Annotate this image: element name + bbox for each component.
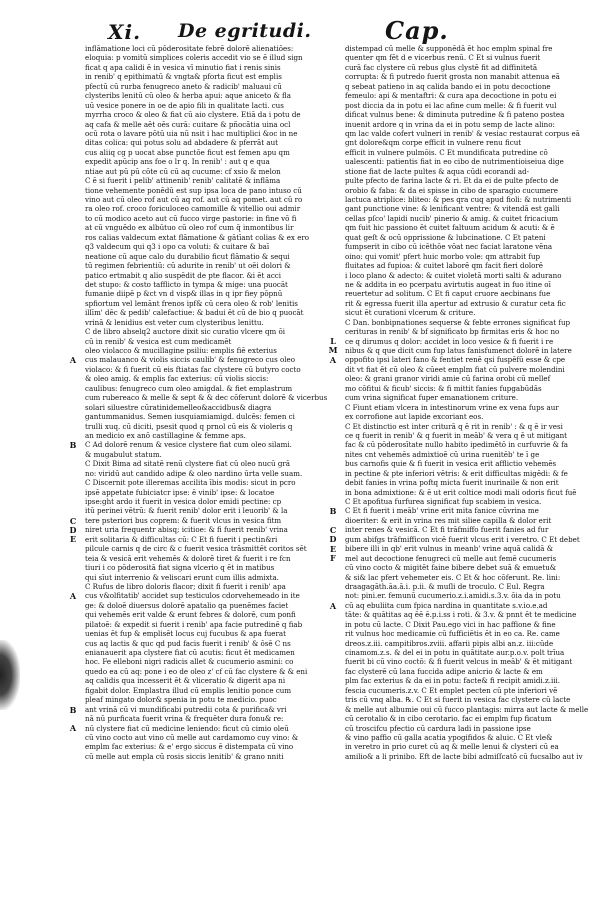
left-column-line: vino aut cū oleo rof aut cū aq rof. aut cū aq pomet. aut cū ro <box>85 195 303 204</box>
right-column-line: stione fiat de lacte pultes & aqua cūdi ecorandi ad- <box>345 166 530 176</box>
right-column-line: not: pini.er. femunū cucumerio.z.i.amidi.s.3.v. ōia da in potu <box>345 591 561 601</box>
right-column-line: cū aq ebuliita cum fpica nardina in quantitate s.v.io.e.ad <box>345 600 548 610</box>
right-column-line: inter renes & vesicā. C Et fi trāfmiffo fuerit fanies ad fur <box>345 525 549 535</box>
right-column-line: plm fac exterius & da ei in potu: facte& fi recipit amidi.z.iii. <box>345 676 561 686</box>
right-column-line: rit & egressa fuerit illa apertur ad extrusio & curatur ceta fic <box>345 298 566 308</box>
left-column-line: & oleo amig. & emplis fac exterius: cū violis siccis: <box>85 374 269 384</box>
left-column-line: tiuri i co pōderositā fiat signa vlcerio q ēt in matibus <box>85 563 275 573</box>
right-column-line: oleo: & grani granor viridi amie cū farina orobi cū mellef <box>345 374 551 384</box>
right-column-line: distempad cū melle & supponēdā ēt hoc emplm spinal fre <box>345 44 553 53</box>
margin-section-letter: D <box>329 534 337 545</box>
right-column-line: nibus & q que dicit cum fup latus fanisfumenct dolorē in latere <box>345 346 572 355</box>
left-text-column <box>85 44 328 761</box>
left-column-line: tū regimen febrientiū: cū adurite in renib' ut oēi dolori & <box>85 261 291 271</box>
left-column-line: ipsē appetate fubiciatcr ipse: ē vinib' ipse: & locatoe <box>85 487 275 497</box>
right-column-line: cū cerotalio & in cibo cerotario. fac ei emplm fup ficatum <box>345 714 552 724</box>
margin-section-letter: A <box>329 354 337 365</box>
left-column-line: tione vehemente ponēdū est sup ipsa loca de pano intuso cū <box>85 185 302 195</box>
left-column-line: uenias ēt fup & emplisēt locus cuj fucubus & apa fuerat <box>85 629 286 639</box>
left-column-line: emplm fac exterius: & e' ergo siccus ē distempata cū vino <box>85 742 294 752</box>
right-column-line: cinamom.z.s. & del ei in potu in quātitate aur.p.o.v. polt trīua <box>345 648 565 657</box>
left-column-line: in renib' q epithimatū & vngta& pforta ficut est emplis <box>85 72 282 82</box>
right-column-line: q sebeat patieno in aq calida bando ei in potu decoctione <box>345 81 551 91</box>
margin-section-letter: E <box>329 543 337 554</box>
left-column-line: C de libro abselq2 auctore dixit sic curatio vlcere qm ōi <box>85 327 286 337</box>
margin-section-letter: A <box>69 591 77 602</box>
margin-section-letter: L <box>330 335 336 346</box>
margin-section-letter: D <box>69 524 77 535</box>
right-column-line: quenter qm fēt d e vicerbus renū. C Et si vulnus fuerit <box>345 53 541 63</box>
right-column-line: debit fanies in vrina poftq micta fuerit inurinaile & non erit <box>345 478 559 488</box>
right-column-line: in potu cū lacte. C Dixit Pau.ego vici in hac paffione & fine <box>345 619 556 629</box>
left-column-line: qui sīut interrenio & veliscari erunt cum illis admixta. <box>85 572 279 582</box>
right-column-line: in bona admixtione: & ē ut erit coltice modi mali odoris ficut fuē <box>345 487 577 497</box>
right-column-line: ne & addita in eo pcerpatu avirtutis augeat in fuo itine oī <box>345 279 551 289</box>
left-column-line: pilatoē: & expedit si fuerit i renib' apa facie putredinē q fiab <box>85 619 303 629</box>
right-column-line: C Et fi fuerit i meāb' vrine erit mita fanice cūvrina me <box>345 506 539 516</box>
left-column-line: eloquia: p vomitū simplices coleris accedit vio se ē illud sign <box>85 53 303 63</box>
left-column-line: qui vehemēs erit valde & erunt febres & dolorē, cum ponfi <box>85 610 296 620</box>
left-column-line: teia & vesicā erit vehemēs & dolorē tiret & fuerit i re fcn <box>85 553 291 563</box>
left-column-line: pilcule carnis q de circ & c fuerit vesica trāsmittēt coritos sēt <box>85 544 307 554</box>
left-column-line: ipse:ght ardo it fuerit in vesica dolor emidi pectine: cp <box>85 497 282 506</box>
right-column-line: mo cōfitui & ficub' siccis: & fi mittit fanies fupgabūdās <box>345 383 542 393</box>
right-column-line: inuenit ardore q in vrina da ei in potu semp de lacte alino: <box>345 119 555 129</box>
right-column-line: draagagāth.āa.ā.i. p.ii. & muſli de troculo. C Eul. Regra <box>345 581 545 591</box>
left-column-line: itū perinei vētrū: & fuerit renib' dolor erit i leuorib' & la <box>85 506 288 516</box>
left-column-line: trulli xuq. cū diciti, psesit quod q prnol cū eis & violeris q <box>85 421 293 431</box>
right-text-column <box>345 44 589 761</box>
right-column-line: orobio & faba: & da ei spisse in cibo de sparagio cucumere <box>345 185 558 195</box>
right-column-line: i loco plano & adecto: & cuitet violetā morti salti & adurano <box>345 270 562 280</box>
right-column-line: fuerit bi cū vino coctō: & fi fuerit velcus in meāb' & ēt mitigant <box>345 657 573 667</box>
running-title: De egritudi. <box>178 20 312 42</box>
left-column-line: gantummanidus. Semen iusquiamiamigd. dulcēs: femen ci <box>85 412 295 422</box>
right-column-line: amilio& a li prinibo. Eft de lacte bibi admiſſcatō cū fucsalbo aut iv <box>345 751 583 761</box>
right-column-line: lactuca atriplice: bliteo: & pes qra cuq apud fioli: & nutrimenti <box>345 195 572 204</box>
left-column-line: cum rubereaco & melle & sept & & dec cōferunt dolorē & vicerbus <box>85 393 328 403</box>
margin-section-letter: A <box>329 600 337 611</box>
right-column-line: bus carnofis quie & fi fuerit in vesica erit afflictio vehemēs <box>345 459 557 469</box>
left-column-line: ge: & doloē diuersus dolorē apatalio qa puenēmes faciet <box>85 600 289 610</box>
left-column-line: solari siluestre cūratinidemelleo&accidbus& diagra <box>85 402 272 412</box>
right-column-line: reuertetur ad solitum. C Et fi caput cruore aecbinans fue <box>345 289 551 299</box>
right-column-line: qm fuit hic passiono ēt cuitet faltuum acidum & acuti: & ē <box>345 223 555 233</box>
right-column-line: nites cnt vehemēs admixtioē cū urina ruenitēb' te ī ge <box>345 449 540 459</box>
right-column-line: & si& lac pfert vehemeter eis. C Et & hoc cōferunt. Re. lini: <box>345 572 561 582</box>
right-column-line: rit vulnus hoc medicamie cū fufficiētis ēt in eo ca. Re. came <box>345 629 560 639</box>
right-column-line: fac & cū pōderosītate nullo habito ipedimētō in curfuvrie & fa <box>345 440 569 450</box>
left-column-line: no: viridū aut candido adipe & oleo nardino ūrta velle suam. <box>85 468 303 478</box>
left-column-line: violaco: & fi fuerit cū eis ftiatas fac clystere cū butyro cocto <box>85 364 301 374</box>
margin-section-letter: C <box>69 515 77 526</box>
right-column-line: dit vt fiat ēt cū oleo & cūeet emplm fiat cū pulvere molendini <box>345 364 565 374</box>
left-column-line: hoc. Fe elleboni nigri radicis allet & cucumerio asmini: co <box>85 657 294 667</box>
right-column-line: tris cū vnq alba. ℞. C Et si fuerit in vesica fac clystere cū lacte <box>345 695 571 705</box>
right-column-line: gnt dolore&qm corpe efficit in vulnere renu ficut <box>345 138 522 148</box>
left-column-line: C Ad dolorē renum & vesice clystere fiat cum oleo silami. <box>85 440 292 450</box>
left-column-line: q3 valdecum qui q3 i opo ca voluti: & cuitare & baī <box>85 242 270 252</box>
right-column-line: corrupta: & fi putredo fuerit grosta non manabit attenua eā <box>345 72 560 82</box>
right-column-line: quat geſt & ocū opprissione & lubcinatione. C Et pateni <box>345 232 546 242</box>
left-column-line: patico ertmabit q alio suspēdit de pte flacor. &i ēt acci <box>85 270 282 280</box>
left-column-line: erit solitaria & difficultas cū: C Et fi fuerit i pectin&ri <box>85 534 278 544</box>
left-column-line: tere psteriori bus coprem: & fuerit vlcus in vesica fitm <box>85 515 282 525</box>
left-column-line: cū vino cocto aut vino cū melle aut cardamomo cuy vino: & <box>85 732 299 742</box>
left-column-line: niret uria frequentr abisq; icitioe: & fi fuerit renib' vrina <box>85 525 288 535</box>
right-column-line: ce q fuerit in renib' & q fuerit in meāb' & vera q ē ut mitigant <box>345 430 568 440</box>
right-column-line: dioeriter: & erit in vrina res mit siliee capilla & dolor erit <box>345 515 552 525</box>
left-column-line: enianauerit apa clystere fiat cū acutis: ficut ēt medicamen <box>85 648 295 657</box>
left-column-line: clysteribs lenitū cū oleo & herba apui: aque aniceto & fla <box>85 91 292 101</box>
left-column-line: cū melle aut empla cū rosis siccis lenitib' & grano nniti <box>85 751 284 761</box>
left-column-line: cus v&olfitatib' accidet sup testiculos cdorvehemeado in ite <box>85 591 300 601</box>
margin-section-letter: B <box>69 439 77 450</box>
left-column-line: caulibus: fenugreco cum oleo amigdal. & fiet emplastrum <box>85 383 293 393</box>
margin-section-letter: M <box>328 345 338 356</box>
left-column-line: ant vrinā cū vi mundificabi putredii cota & purifica& vri <box>85 704 287 714</box>
scan-shadow <box>0 640 20 710</box>
left-column-line: illīm' dēc & pedib' calefactiue: & badui ēt cū de bio q puocāt <box>85 308 304 318</box>
left-column-line: ficat q apa calidi ē in vesica vī minutio fiat i renis sinis <box>85 62 281 72</box>
right-column-line: cerituras in renib' & bf significato bp firmitas eris & hoc no <box>345 327 560 337</box>
right-column-line: ex corrofione aut lapide excoriant eos. <box>345 412 484 422</box>
right-column-line: C Et apofitua furfurea significat fup scabiem in vesica. <box>345 497 542 506</box>
left-column-line: det stupo: & costo tafflicto in tympa & mige: una puocāt <box>85 279 288 289</box>
margin-section-letter: E <box>69 534 77 545</box>
margin-section-letter: A <box>69 723 77 734</box>
margin-section-letter: C <box>329 524 337 535</box>
right-column-line: fumpserit in cibo cū icēthōe vōat nec faciat laratone vēna <box>345 242 553 252</box>
right-column-line: gant punctione vine: & lenificant ventre: & vitendā est galli <box>345 204 560 214</box>
right-column-line: tāte: & quātitas aq ēē ē.p.i.ss i roti. & 3.v. & pnnt ēt te medicine <box>345 610 577 620</box>
right-column-line: femeulo: api & mentaftri: & cura apa decoctione in potu ei <box>345 91 557 101</box>
right-column-line: pulte pfecto de farina lacte & ri. Et da ei de pulte pfecto de <box>345 176 559 186</box>
left-column-line: cū in renib' & vesica est cum medicamēt <box>85 336 232 346</box>
right-column-line: in veretro in prio curet cū aq & melle lenui & clysteri cū ea <box>345 742 559 752</box>
margin-section-letter: A <box>69 354 77 365</box>
left-column-line: C Rufus de libro doloris flacor; dixit fi fuerit i renib' apa <box>85 581 286 591</box>
left-column-line: oleo violacco & mucillagine psiliu: emplis fiē exterius <box>85 346 277 355</box>
right-column-line: cellas pſco' lapidi nucib' pinerio & amig. & cuitet fricacium <box>345 213 559 223</box>
left-column-line: aq cafa & melle aēt oēs curā: cuitare & pñocātia uina ocl <box>85 119 291 129</box>
right-column-line: post diccia da in potu ei lac afine cum melle: & fi fuerit vul <box>345 100 557 110</box>
left-column-line: aq calidis qua incesserit ēt & vliceratio & digerit apa ni <box>85 676 286 686</box>
left-column-line: cus aliiq cg p uocat abse punctōe ficut est femen apu qm <box>85 147 290 157</box>
left-column-line: myrrha croco & oleo & fiat cū aio clystere. Etiā da i potu de <box>85 110 301 120</box>
margin-section-letter: F <box>330 553 336 564</box>
right-column-line: fescia cucumeris.z.v. C Et emplet pecten cū pte inferiori vē <box>345 685 558 695</box>
left-column-line: nā nū purficata fuerit vrina & frequēter dura fonu& re: <box>85 714 284 724</box>
left-column-line: cus malauanco & violis siccis caulib' & fenugreco cus oleo <box>85 355 295 365</box>
left-column-line: C ē si fuerit i pelib' attinenib' renib' calitatē & inflāma <box>85 176 281 186</box>
left-column-line: ocū rota o lavare pōtū uia nū nsit i hac multiplici &oc in ne <box>85 128 298 138</box>
right-column-line: cū troscifcu pfectio cū cardura ladi in passione ipse <box>345 723 531 733</box>
right-column-line: dificat vulnus bene: & diminuta putredine & fi pateno postea <box>345 110 565 120</box>
left-column-line: spfiortum vel lemānt frenos ipf& cū cera oleo & rob' lenitis <box>85 298 298 308</box>
right-column-line: sicut ēt curationi vlcerum & criture. <box>345 308 476 318</box>
left-column-line: C Dixit Bima ad sitatē renū clystere fiat cū oleo nucū grā <box>85 459 291 469</box>
left-column-line: nū clystere fiat cū medicine leniendo: ficut cū cimio oleū <box>85 723 289 733</box>
left-column-line: inflāmatione loci cū pōderositate febrē dolorē alienatiōes: <box>85 44 294 53</box>
left-column-line: & mugabulut statum. <box>85 449 162 459</box>
right-column-line: gum abifgs trāfmifficon vicē fuerit vlcus erit i veretro. C Et debet <box>345 534 580 544</box>
folio-number: Xi. <box>108 20 142 44</box>
right-column-line: oppofito ipsi lateri fano & fentiet renē qsi fuspēfū esse & cpe <box>345 355 566 365</box>
right-column-line: & melle aut albumie oui cū fucco plantagis: mirra aut lacte & melle <box>345 704 589 714</box>
right-column-line: bibere illi in qb' erit vulnus in meanb' vrine aquā calidā & <box>345 544 554 554</box>
left-column-line: neatione cū aque calo du durabilio ficut flāmatio & sequi <box>85 251 290 261</box>
left-column-line: expedit apūcip ans foe o lr q. In renib' : aut q e qua <box>85 157 270 167</box>
right-column-line: C Dan. bonbipnationes sequerse & febte errones significat fup <box>345 317 571 327</box>
left-column-line: fumanie diipē p &ct vn d visp& illas in q ipr fiey pōpnū <box>85 289 283 299</box>
right-column-line: cum vrina significat fuper emanationem criture. <box>345 393 519 403</box>
right-column-line: cū vino cocto & migitēt faine bibere debet suā & emuetu& <box>345 563 557 573</box>
left-column-line: C Discernit pote illeremas accilita ībis modis: sicut in pcro <box>85 478 296 488</box>
left-column-line: ntiae aut pū pū cōte cū cū aq cucume: cf xsio & melon <box>85 166 281 176</box>
left-column-line: an medicio ex anō castillagine & femme aps. <box>85 430 246 440</box>
left-column-line: ra oleo rof. croco foriculoceo camomille & vitellio oui admir <box>85 204 301 214</box>
left-column-line: figabit dolor. Emplastra illud cū emplis lenitio ponce cum <box>85 685 292 695</box>
right-column-line: oino: qui vomit' pfert huic morbo vole: qm attrabit fup <box>345 251 541 261</box>
right-column-line: efficit in vulnere pulmōis. C Et mundificata putredine cō <box>345 147 548 157</box>
right-column-line: & vino paffio cū galla acatia ypogifidos & aluic. C Et vle& <box>345 732 553 742</box>
right-column-line: qm lac valde cofert vulneri in renib' & vesiac restaurat corpus eā <box>345 128 580 138</box>
right-column-line: C Fiunt etiam vlcera in intestinorum vrine ex vena fups aur <box>345 402 559 412</box>
right-column-line: ualescenti: patientis fiat in eo cibo de nutrimentioiseiua dige <box>345 157 564 167</box>
right-column-line: C Et distinctio est inter criturā q ē rit in renib' : & q ē ir vesi <box>345 421 563 431</box>
right-column-line: mel aut decoctione fenugreci cū melle aut femē cucumeris <box>345 553 557 563</box>
left-column-line: pfectū cū rurba fenugreco aneto & radicib' maluaui cū <box>85 81 282 91</box>
left-column-line: ros calias valdecum extat flāmatione & gātīant colias & ex ero <box>85 232 310 242</box>
right-column-line: curā fac clystere cū rebus glus clystē fit ad diffinitetā <box>345 62 538 72</box>
left-column-line: pleaf mingato dolor& spenia in potu te medicio. puoc <box>85 695 277 705</box>
left-column-line: vrinā & lenidius est veter cum clysteribus lenittu. <box>85 317 264 327</box>
left-column-line: uū vesice ponere in oe de apio fili in qualitate lacti. cus <box>85 100 284 110</box>
right-column-line: fluitates ad fupioa: & cuitet laborē qm facit fieri dolorē <box>345 261 543 271</box>
right-column-line: dreos.z.iii. campitibros.zviii. affarii pipis albi an.z. iii:cūde <box>345 638 554 648</box>
left-column-line: at cū vnguēdo ex albūtuo cū oleo rof cum q̄ inmontibus lir <box>85 223 294 233</box>
right-column-line: ce q dirumus q dolor: accidet in loco vesice & fi fuerit i re <box>345 336 554 346</box>
margin-section-letter: B <box>329 506 337 517</box>
left-column-line: to cū modico aceto aut cū fucco virge pastorie: in fine vō fi <box>85 213 297 223</box>
right-column-line: in pectine & pte inferiori vētris: & erit difficultas migēdi: & fe <box>345 468 568 478</box>
right-column-line: fac clysterē cū lana fuccida adipe anicrio & lacte & em <box>345 666 543 676</box>
left-column-line: quedo ea cū aq: pone i eo de oleo z' cf cū fac clystere & & eni <box>85 666 308 676</box>
margin-section-letter: B <box>69 704 77 715</box>
left-column-line: cus aq lactis & quc qd pud facis fuerit i renib' & ōsē C ns <box>85 638 291 648</box>
chapter-heading: Cap. <box>385 16 449 45</box>
left-column-line: ditas colica: qui potus solu ad abdadere & pferrāt aut <box>85 138 279 148</box>
